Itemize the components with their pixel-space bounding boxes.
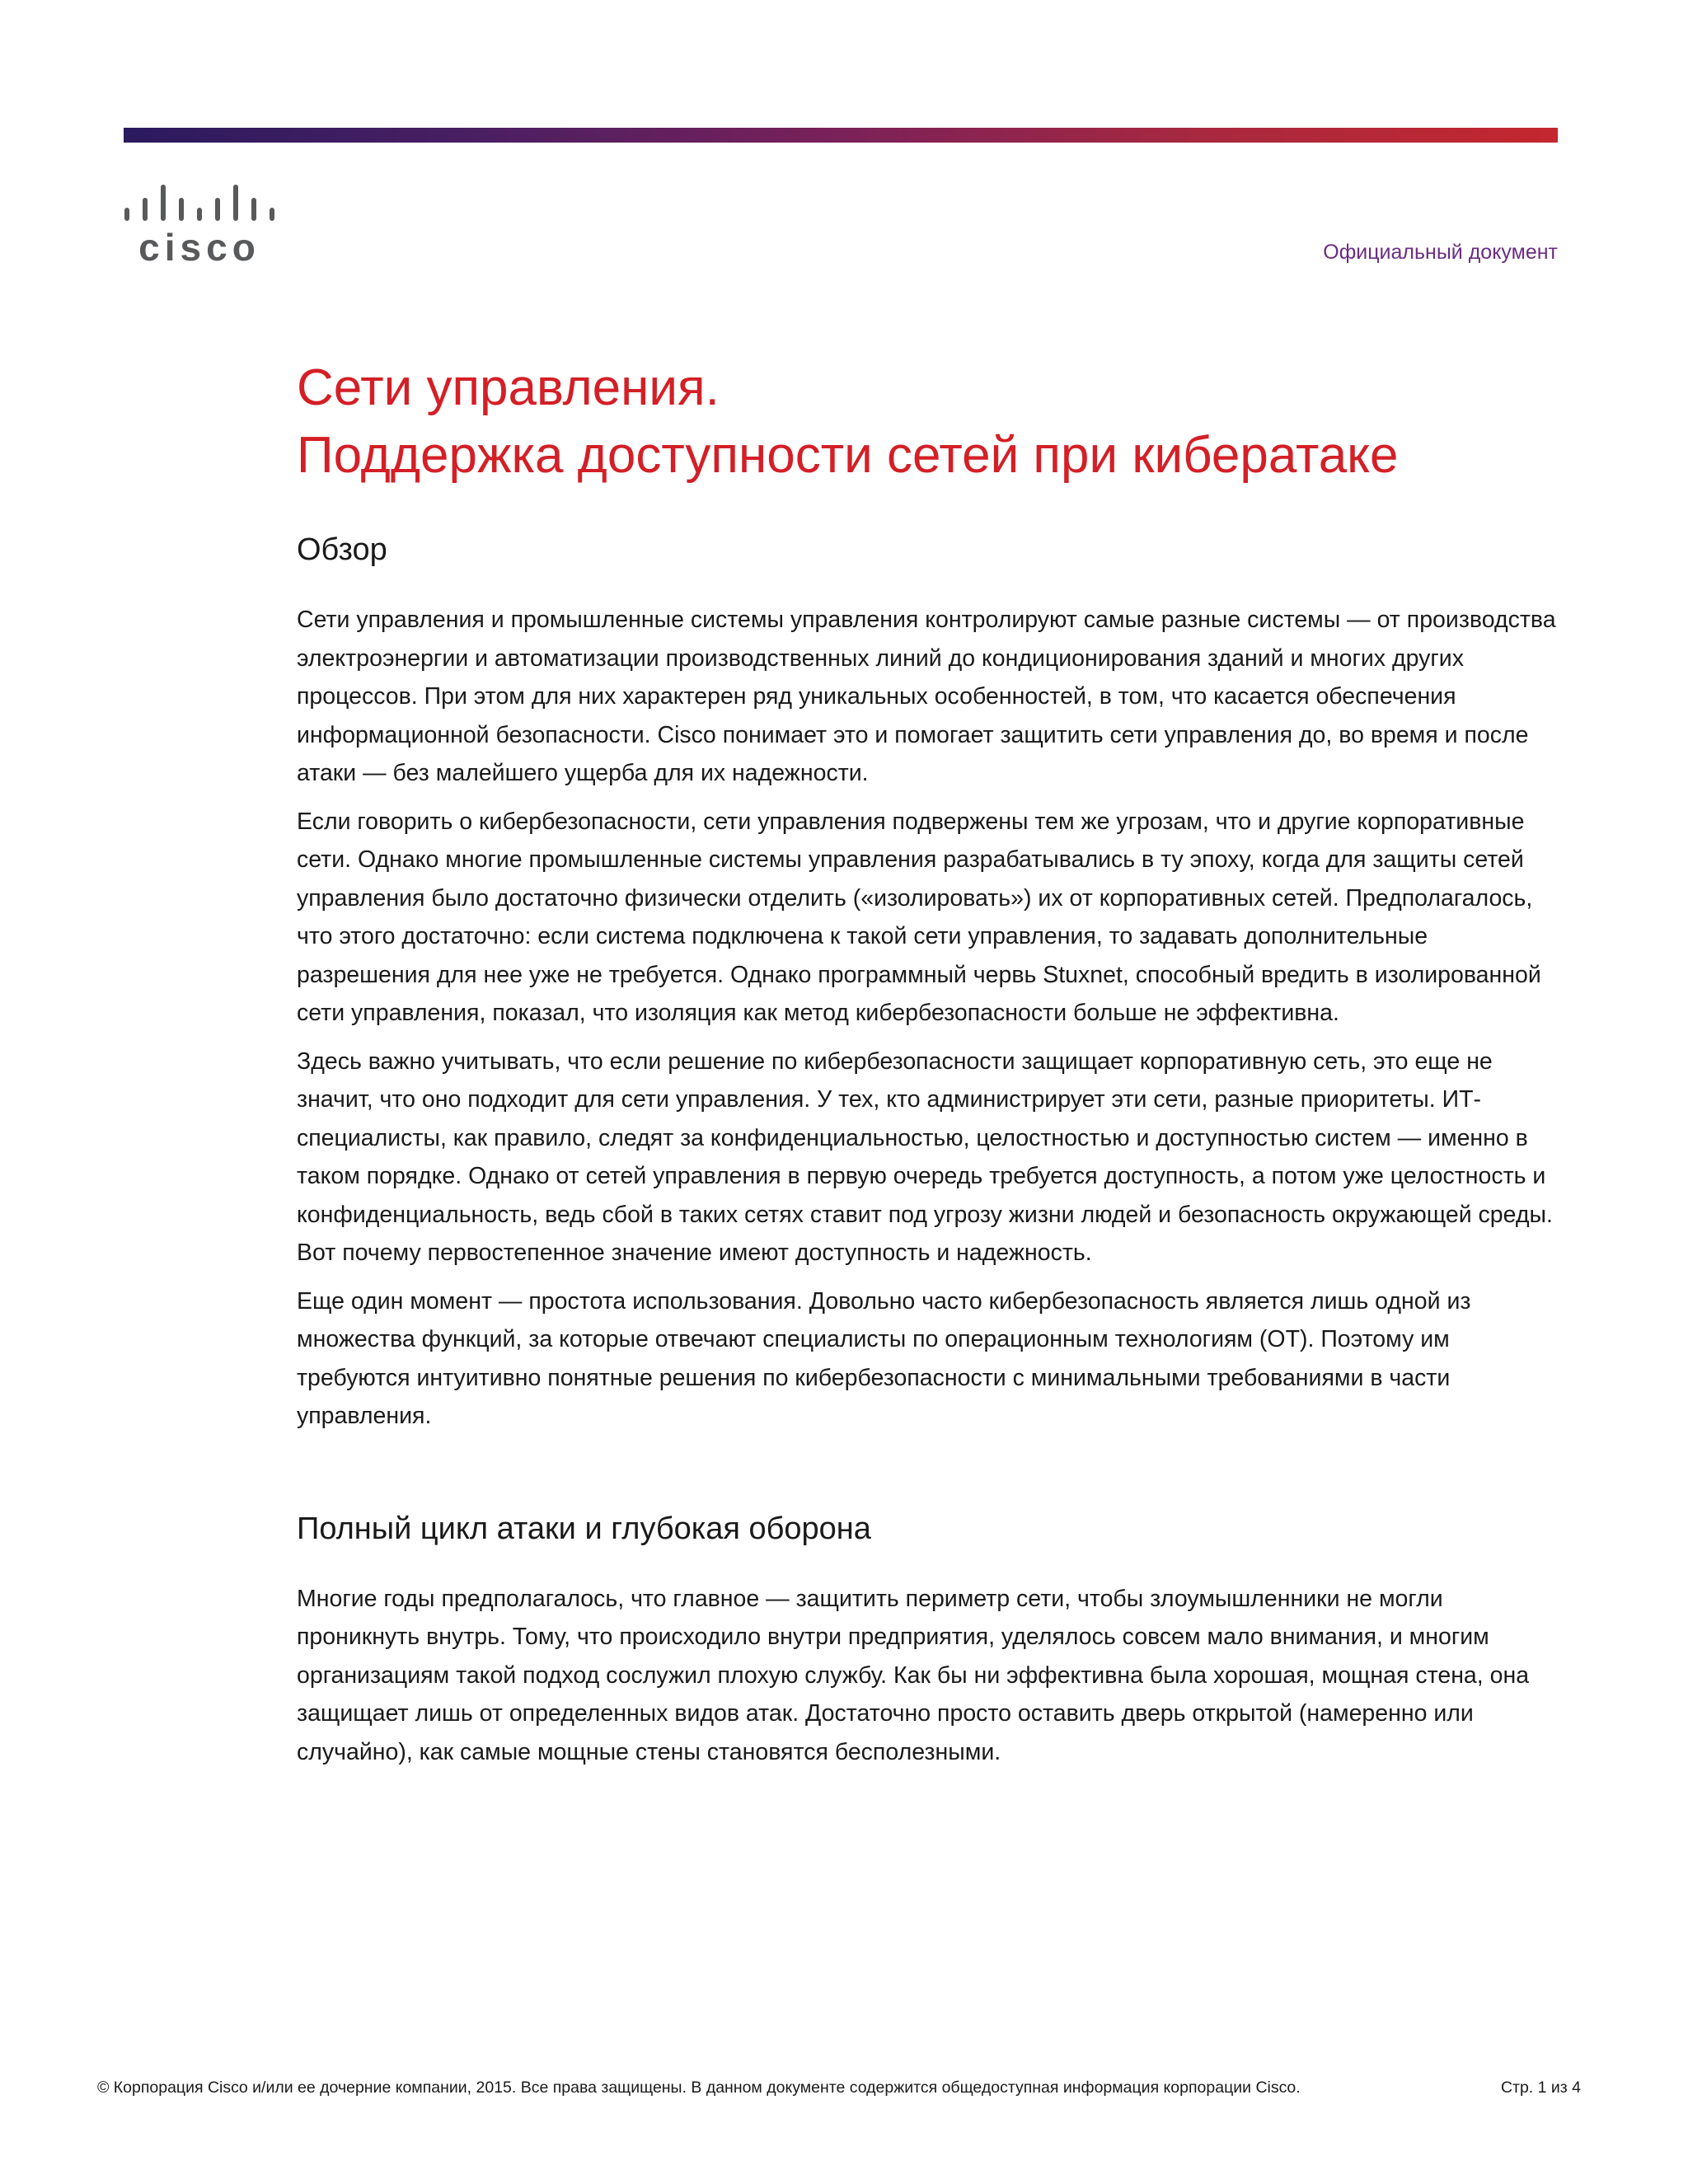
title-line-2: Поддержка доступности сетей при кибератаке <box>297 427 1399 484</box>
cisco-logo-wordmark: cisco <box>138 226 260 265</box>
attack-cycle-body <box>297 1580 1566 1772</box>
attack-cycle-heading: Полный цикл атаки и глубокая оборона <box>297 1511 871 1546</box>
main-content <box>297 354 1566 1781</box>
header-gradient-bar <box>124 128 1558 143</box>
overview-body <box>297 601 1566 1436</box>
footer-page-number: Стр. 1 из 4 <box>1500 2079 1581 2097</box>
overview-paragraph: Если говорить о кибербезопасности, сети управления подвержены тем же угрозам, что и другие корпоративные сети. Однако многие промышленные системы управления разрабатывались в ту эпоху, когда для защиты сетей управления было достаточно физически отделить («изолировать») их от корпоративных сетей. Предполагалось, что этого достаточно: если система подключена к такой сети управления, то задавать дополнительные разрешения для нее уже не требуется. Однако программный червь Stuxnet, способный вредить в изолированной сети управления, показал, что изоляция как метод кибербезопасности больше не эффективна. <box>297 808 1541 1026</box>
document-type-label: Официальный документ <box>1323 241 1558 264</box>
title-line-1: Сети управления. <box>297 359 720 416</box>
overview-heading: Обзор <box>297 532 387 567</box>
page-title <box>297 354 1566 490</box>
attack-cycle-paragraph: Многие годы предполагалось, что главное — защитить периметр сети, чтобы злоумышленники не могли проникнуть внутрь. Тому, что происходило внутри предприятия, уделялось совсем мало внимания, и многим организациям такой подход сослужил плохую службу. Как бы ни эффективна была хорошая, мощная стена, она защищает лишь от определенных видов атак. Достаточно просто оставить дверь открытой (намеренно или случайно), как самые мощные стены становятся бесполезными. <box>297 1585 1530 1765</box>
overview-paragraph: Еще один момент — простота использования. Довольно часто кибербезопасность является лишь одной из множества функций, за которые отвечают специалисты по операционным технологиям (ОТ). Поэтому им требуются интуитивно понятные решения по кибербезопасности с минимальными требованиями в части управления. <box>297 1287 1471 1429</box>
overview-paragraph: Здесь важно учитывать, что если решение по кибербезопасности защищает корпоративную сеть, это еще не значит, что оно подходит для сети управления. У тех, кто администрирует эти сети, разные приоритеты. ИТ-специалисты, как правило, следят за конфиденциальностью, целостностью и доступностью систем — именно в таком порядке. Однако от сетей управления в первую очередь требуется доступность, а потом уже целостность и конфиденциальность, ведь сбой в таких сетях ставит под угрозу жизни людей и безопасность окружающей среды. Вот почему первостепенное значение имеют доступность и надежность. <box>297 1047 1553 1266</box>
overview-paragraph: Сети управления и промышленные системы управления контролируют самые разные системы — от производства электроэнергии и автоматизации производственных линий до кондиционирования зданий и многих других процессов. При этом для них характерен ряд уникальных особенностей, в том, что касается обеспечения информационной безопасности. Cisco понимает это и помогает защитить сети управления до, во время и после атаки — без малейшего ущерба для их надежности. <box>297 607 1556 786</box>
cisco-logo <box>122 183 279 265</box>
footer-copyright: © Корпорация Cisco и/или ее дочерние компании, 2015. Все права защищены. В данном документе содержится общедоступная информация корпорации Cisco. <box>97 2079 1301 2097</box>
